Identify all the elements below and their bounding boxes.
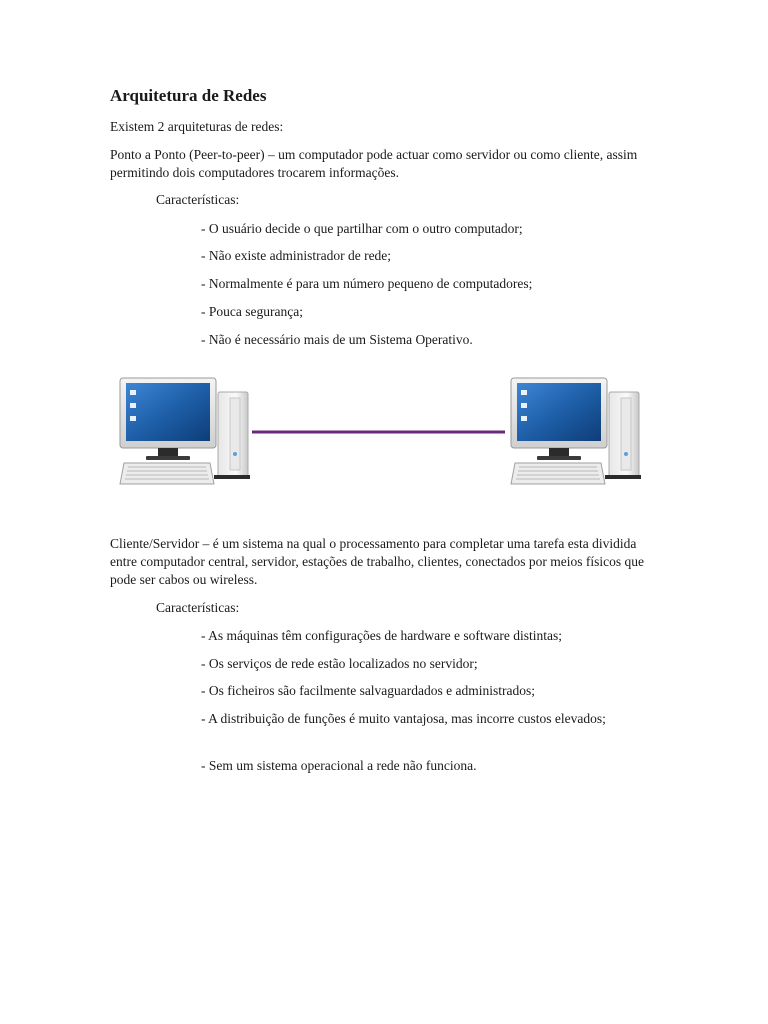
client-server-item: - Sem um sistema operacional a rede não funciona. bbox=[201, 758, 477, 773]
computer-icon bbox=[511, 378, 641, 484]
client-server-item: - Os serviços de rede estão localizados no servidor; bbox=[201, 656, 478, 671]
peer-item: - Pouca segurança; bbox=[201, 304, 303, 319]
computer-icon bbox=[120, 378, 250, 484]
client-server-characteristics-heading: Características: bbox=[156, 600, 240, 615]
peer-item: - Não é necessário mais de um Sistema Operativo. bbox=[201, 332, 473, 347]
client-server-description: Cliente/Servidor – é um sistema na qual o processamento para completar uma tarefa esta dividida entre computador central, servidor, estações de trabalho, clientes, conectados por meios físicos que pode ser cabos ou wireless. bbox=[110, 536, 645, 587]
client-server-item: - Os ficheiros são facilmente salvaguardados e administrados; bbox=[201, 683, 536, 698]
peer-description: Ponto a Ponto (Peer-to-peer) – um computador pode actuar como servidor ou como cliente, assim permitindo dois computadores trocarem informações. bbox=[110, 147, 638, 180]
peer-to-peer-diagram bbox=[110, 370, 650, 495]
peer-item: - Normalmente é para um número pequeno de computadores; bbox=[201, 276, 533, 291]
intro-text: Existem 2 arquiteturas de redes: bbox=[110, 119, 284, 134]
peer-characteristics-heading: Características: bbox=[156, 192, 240, 207]
client-server-item: - As máquinas têm configurações de hardware e software distintas; bbox=[201, 628, 563, 643]
peer-item: - Não existe administrador de rede; bbox=[201, 248, 392, 263]
peer-item: - O usuário decide o que partilhar com o outro computador; bbox=[201, 221, 523, 236]
client-server-item: - A distribuição de funções é muito vantajosa, mas incorre custos elevados; bbox=[201, 711, 606, 726]
page-title: Arquitetura de Redes bbox=[110, 86, 267, 105]
